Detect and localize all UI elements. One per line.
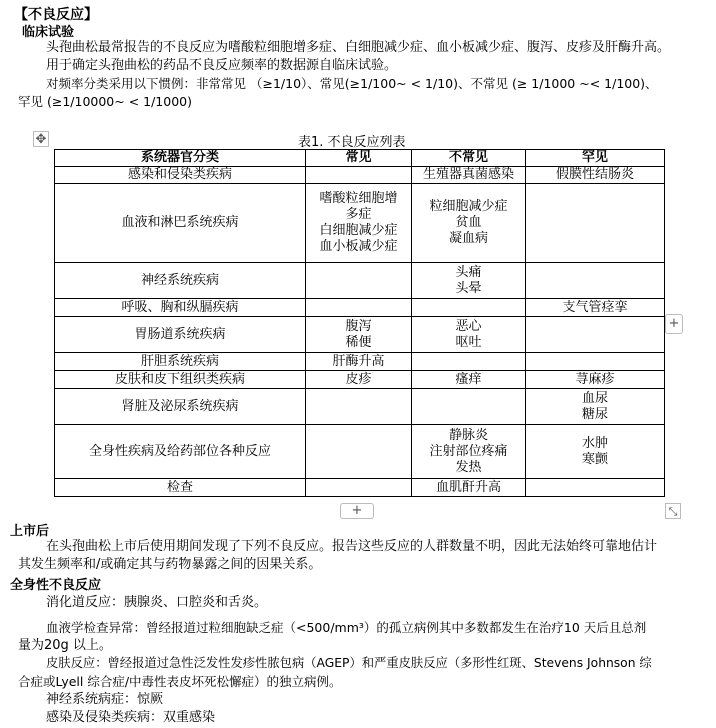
- cell-common: [306, 479, 412, 497]
- cell-line: 生殖器真菌感染: [422, 167, 514, 182]
- cell-line: 嗜酸粒细胞增: [319, 191, 398, 206]
- table-row: [55, 263, 665, 299]
- cell-line: 粒细胞减少症: [429, 199, 508, 214]
- cell-common: [306, 425, 412, 479]
- cell-line: 贫血: [455, 215, 482, 230]
- cell-line: 静脉炎: [448, 427, 488, 443]
- intro-line-2: 用于确定头孢曲松的药品不良反应频率的数据源自临床试验。: [46, 58, 398, 73]
- cell-rare: [526, 263, 665, 299]
- cell-line: 白细胞减少症: [319, 223, 398, 238]
- cell-line: 凝血病: [448, 231, 488, 246]
- cell-common: [306, 353, 412, 371]
- cell-line: 呕吐: [455, 334, 482, 350]
- cell-uncommon: [412, 425, 526, 479]
- cell-organ: 血液和淋巴系统疾病: [55, 184, 306, 263]
- table-caption: 表1. 不良反应列表: [298, 135, 406, 150]
- cell-uncommon: [412, 389, 526, 425]
- table-row: [55, 389, 665, 425]
- cell-organ: 检查: [55, 479, 306, 497]
- cell-common: [306, 317, 412, 353]
- blood-line-2: 量为20g 以上。: [18, 638, 112, 653]
- cell-common: [306, 299, 412, 317]
- cell-line: 血尿: [581, 390, 608, 406]
- cell-organ: 神经系统疾病: [55, 263, 306, 299]
- cell-line: 支气管痉挛: [562, 299, 628, 315]
- header-uncommon: 不常见: [412, 150, 526, 167]
- cell-uncommon: [412, 167, 526, 184]
- cell-uncommon: [412, 184, 526, 263]
- infection-reactions: 感染及侵染类疾病：双重感染: [46, 710, 216, 725]
- adverse-reaction-table: [54, 149, 664, 497]
- cell-uncommon: [412, 317, 526, 353]
- cell-uncommon: [412, 353, 526, 371]
- cell-rare: [526, 353, 665, 371]
- cell-uncommon: [412, 371, 526, 389]
- cell-organ: 胃肠道系统疾病: [55, 317, 306, 353]
- table-row: [55, 184, 665, 263]
- cell-common: [306, 184, 412, 263]
- add-column-button[interactable]: +: [665, 314, 683, 334]
- table-row: [55, 353, 665, 371]
- header-rare: 罕见: [526, 150, 665, 167]
- digestive-reactions: 消化道反应：胰腺炎、口腔炎和舌炎。: [46, 595, 268, 610]
- table-row: [55, 167, 665, 184]
- cell-uncommon: [412, 299, 526, 317]
- cell-rare: [526, 184, 665, 263]
- cell-rare: [526, 371, 665, 389]
- cell-uncommon: [412, 263, 526, 299]
- cell-line: 稀便: [345, 334, 372, 350]
- table-row: [55, 299, 665, 317]
- cell-uncommon: [412, 479, 526, 497]
- table-move-icon[interactable]: ✥: [33, 131, 49, 147]
- cell-line: 多症: [345, 207, 372, 222]
- cell-line: 肝酶升高: [332, 353, 385, 369]
- table-resize-icon[interactable]: ⤡: [665, 503, 681, 519]
- intro-line-4: 罕见 (≥1/10000~ < 1/1000): [18, 94, 192, 109]
- add-row-button[interactable]: +: [340, 503, 374, 519]
- cell-rare: [526, 479, 665, 497]
- cell-rare: [526, 167, 665, 184]
- cell-organ: 呼吸、胸和纵膈疾病: [55, 299, 306, 317]
- cell-line: 发热: [455, 459, 482, 475]
- cell-organ: 肾脏及泌尿系统疾病: [55, 389, 306, 425]
- intro-line-1: 头孢曲松最常报告的不良反应为嗜酸粒细胞增多症、白细胞减少症、血小板减少症、腹泻、皮疹及肝酶升高。: [46, 40, 671, 55]
- cell-rare: [526, 317, 665, 353]
- cell-line: 恶心: [455, 318, 482, 334]
- table-row: [55, 371, 665, 389]
- cell-line: 寒颤: [581, 451, 608, 467]
- section-title: 【不良反应】: [14, 7, 98, 23]
- cell-line: 血小板减少症: [319, 239, 398, 254]
- table-header-row: [55, 150, 665, 167]
- postmarketing-heading: 上市后: [10, 524, 50, 539]
- cell-line: 瘙痒: [455, 371, 482, 387]
- header-common: 常见: [306, 150, 412, 167]
- systemic-heading: 全身性不良反应: [10, 578, 102, 593]
- cell-line: 假膜性结肠炎: [555, 167, 634, 182]
- cell-line: 血肌酐升高: [435, 479, 501, 495]
- table-row: [55, 425, 665, 479]
- intro-line-3: 对频率分类采用以下惯例：非常常见 （≥1/10）、常见(≥1/100~ < 1/10)、不常见 (≥ 1/1000 ~< 1/100)、: [46, 76, 658, 91]
- neuro-reactions: 神经系统病症：惊厥: [46, 692, 164, 707]
- cell-organ: 肝胆系统疾病: [55, 353, 306, 371]
- cell-common: [306, 167, 412, 184]
- table-row: [55, 317, 665, 353]
- cell-organ: 感染和侵染类疾病: [55, 167, 306, 184]
- cell-line: 头痛: [455, 264, 482, 280]
- cell-line: 腹泻: [345, 318, 372, 334]
- cell-organ: 皮肤和皮下组织类疾病: [55, 371, 306, 389]
- table-row: [55, 479, 665, 497]
- cell-line: 糖尿: [581, 406, 608, 422]
- cell-rare: [526, 425, 665, 479]
- cell-line: 头晕: [455, 280, 482, 296]
- postmarketing-line-1: 在头孢曲松上市后使用期间发现了下列不良反应。报告这些反应的人群数量不明，因此无法始终可靠地估计: [46, 539, 658, 554]
- cell-common: [306, 263, 412, 299]
- postmarketing-line-2: 其发生频率和/或确定其与药物暴露之间的因果关系。: [18, 557, 322, 572]
- blood-line-1: 血液学检查异常：曾经报道过粒细胞缺乏症（<500/mm³）的孤立病例其中多数都发生在治疗10 天后且总剂: [46, 620, 647, 635]
- cell-line: 水肿: [581, 435, 608, 451]
- cell-common: [306, 371, 412, 389]
- cell-rare: [526, 299, 665, 317]
- cell-rare: [526, 389, 665, 425]
- skin-line-1: 皮肤反应：曾经报道过急性泛发性发疹性脓包病（AGEP）和严重皮肤反应（多形性红斑、Stevens Johnson 综: [46, 656, 652, 670]
- clinical-trials-heading: 临床试验: [22, 25, 75, 40]
- cell-common: [306, 389, 412, 425]
- header-organ-class: 系统器官分类: [55, 150, 306, 167]
- cell-line: 注射部位疼痛: [429, 443, 508, 459]
- cell-line: 荨麻疹: [575, 371, 615, 387]
- cell-line: 皮疹: [345, 371, 372, 387]
- skin-line-2: 合症或Lyell 综合症/中毒性表皮坏死松懈症）的独立病例。: [18, 674, 342, 689]
- cell-organ: 全身性疾病及给药部位各种反应: [55, 425, 306, 479]
